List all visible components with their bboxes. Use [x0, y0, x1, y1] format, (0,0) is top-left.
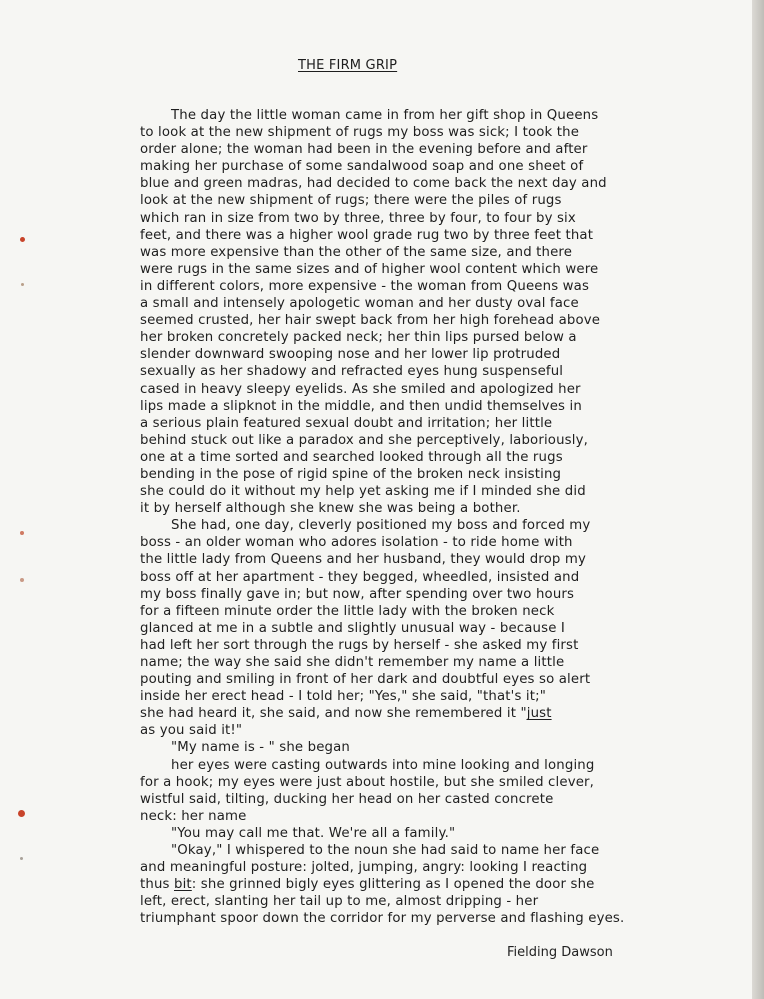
- text-line: [140, 158, 760, 175]
- underlined-word: just: [526, 706, 552, 722]
- line-text: inside her erect head - I told her; "Yes," she said, "that's it;": [140, 689, 547, 705]
- line-text: had left her sort through the rugs by herself - she asked my first: [140, 637, 579, 653]
- line-text: bending in the pose of rigid spine of the broken neck insisting: [140, 466, 562, 482]
- text-line: [140, 244, 760, 261]
- text-line: [140, 705, 760, 722]
- text-line: [140, 192, 760, 209]
- text-line: [140, 175, 760, 192]
- text-line: [140, 586, 760, 603]
- line-text: which ran in size from two by three, three by four, to four by six: [140, 210, 576, 226]
- text-line: [140, 739, 760, 756]
- line-text: thus: [140, 877, 174, 893]
- text-line: [140, 671, 760, 688]
- line-text: lips made a slipknot in the middle, and then undid themselves in: [140, 398, 582, 414]
- text-line: [140, 620, 760, 637]
- line-text: glanced at me in a subtle and slightly unusual way - because I: [140, 620, 565, 636]
- text-line: [140, 107, 760, 124]
- text-line: [140, 808, 760, 825]
- line-text: The day the little woman came in from her gift shop in Queens: [171, 108, 599, 123]
- line-text: she could do it without my help yet asking me if I minded she did: [140, 484, 586, 500]
- line-text: "You may call me that. We're all a family.": [171, 825, 456, 841]
- text-line: [140, 551, 760, 568]
- line-text: slender downward swooping nose and her lower lip protruded: [140, 347, 561, 363]
- text-line: [140, 312, 760, 329]
- text-line: [140, 603, 760, 620]
- text-line: [140, 654, 760, 671]
- line-text: her eyes were casting outwards into mine looking and longing: [171, 757, 595, 773]
- line-text: it by herself although she knew she was being a bother.: [140, 501, 521, 517]
- text-line: [140, 398, 760, 415]
- line-text: as you said it!": [140, 723, 243, 739]
- line-text: look at the new shipment of rugs; there were the piles of rugs: [140, 193, 562, 209]
- binder-mark: [21, 283, 24, 286]
- line-text: for a hook; my eyes were just about hostile, but she smiled clever,: [140, 774, 595, 790]
- page-title: THE FIRM GRIP: [298, 58, 398, 73]
- line-text: "My name is - " she began: [171, 740, 350, 756]
- text-line: [140, 534, 760, 551]
- line-text: sexually as her shadowy and refracted eyes hung suspenseful: [140, 364, 564, 380]
- text-line: [140, 278, 760, 295]
- text-line: [140, 210, 760, 227]
- line-text: "Okay," I whispered to the noun she had said to name her face: [171, 843, 600, 859]
- binder-mark: [20, 578, 24, 582]
- text-line: [140, 363, 760, 380]
- text-line: [140, 124, 760, 141]
- text-line: [140, 483, 760, 500]
- line-text: making her purchase of some sandalwood soap and one sheet of: [140, 159, 584, 175]
- text-line: [140, 415, 760, 432]
- text-line: [140, 774, 760, 791]
- text-line: [140, 637, 760, 654]
- text-line: [140, 876, 760, 893]
- text-line: [140, 449, 760, 466]
- text-line: [140, 261, 760, 278]
- line-text: left, erect, slanting her tail up to me, almost dripping - her: [140, 894, 539, 910]
- line-text: a small and intensely apologetic woman and her dusty oval face: [140, 296, 579, 312]
- line-text: behind stuck out like a paradox and she perceptively, laboriously,: [140, 432, 588, 448]
- line-text: name; the way she said she didn't remember my name a little: [140, 655, 565, 670]
- text-line: [140, 295, 760, 312]
- text-line: [140, 842, 760, 859]
- binder-mark: [20, 531, 24, 535]
- line-text: blue and green madras, had decided to come back the next day and: [140, 176, 607, 192]
- line-text: the little lady from Queens and her husband, they would drop my: [140, 552, 586, 568]
- line-text: wistful said, tilting, ducking her head on her casted concrete: [140, 791, 554, 807]
- text-line: [140, 859, 760, 876]
- text-line: [140, 910, 760, 927]
- text-line: [140, 432, 760, 449]
- line-text: cased in heavy sleepy eyelids. As she smiled and apologized her: [140, 381, 581, 397]
- text-line: [140, 141, 760, 158]
- binder-mark: [20, 857, 23, 860]
- line-text: order alone; the woman had been in the evening before and after: [140, 142, 588, 158]
- line-text: feet, and there was a higher wool grade rug two by three feet that: [140, 227, 594, 243]
- line-text: to look at the new shipment of rugs my boss was sick; I took the: [140, 125, 580, 141]
- story-body: [140, 107, 760, 928]
- line-text: were rugs in the same sizes and of higher wool content which were: [140, 261, 599, 277]
- text-line: [140, 517, 760, 534]
- text-line: [140, 757, 760, 774]
- line-text: for a fifteen minute order the little lady with the broken neck: [140, 603, 555, 619]
- line-text: seemed crusted, her hair swept back from her high forehead above: [140, 313, 601, 329]
- text-line: [140, 688, 760, 705]
- page-edge: [752, 0, 764, 999]
- text-line: [140, 346, 760, 363]
- line-text: was more expensive than the other of the same size, and there: [140, 244, 573, 260]
- text-line: [140, 381, 760, 398]
- line-text: one at a time sorted and searched looked through all the rugs: [140, 449, 563, 465]
- underlined-word: bit: [173, 877, 192, 893]
- binder-mark: [18, 810, 25, 817]
- line-text: she had heard it, she said, and now she remembered it ": [140, 706, 527, 722]
- text-line: [140, 569, 760, 586]
- text-line: [140, 329, 760, 346]
- line-text: in different colors, more expensive - the woman from Queens was: [140, 278, 590, 294]
- text-line: [140, 227, 760, 244]
- author-signature: Fielding Dawson: [507, 945, 613, 960]
- text-line: [140, 825, 760, 842]
- line-text: triumphant spoor down the corridor for my perverse and flashing eyes.: [140, 911, 625, 927]
- line-text: neck: her name: [140, 808, 247, 824]
- text-line: [140, 893, 760, 910]
- line-text: boss - an older woman who adores isolation - to ride home with: [140, 535, 573, 551]
- binder-mark: [20, 237, 25, 242]
- line-text: a serious plain featured sexual doubt and irritation; her little: [140, 415, 553, 431]
- line-text: and meaningful posture: jolted, jumping, angry: looking I reacting: [140, 860, 588, 876]
- line-text: pouting and smiling in front of her dark and doubtful eyes so alert: [140, 672, 591, 688]
- line-text: She had, one day, cleverly positioned my boss and forced my: [171, 518, 591, 534]
- text-line: [140, 791, 760, 808]
- text-line: [140, 500, 760, 517]
- line-text: my boss finally gave in; but now, after spending over two hours: [140, 586, 575, 602]
- line-text-continued: : she grinned bigly eyes glittering as I opened the door she: [191, 877, 595, 893]
- line-text: boss off at her apartment - they begged, wheedled, insisted and: [140, 569, 580, 585]
- text-line: [140, 722, 760, 739]
- text-line: [140, 466, 760, 483]
- line-text: her broken concretely packed neck; her thin lips pursed below a: [140, 330, 577, 346]
